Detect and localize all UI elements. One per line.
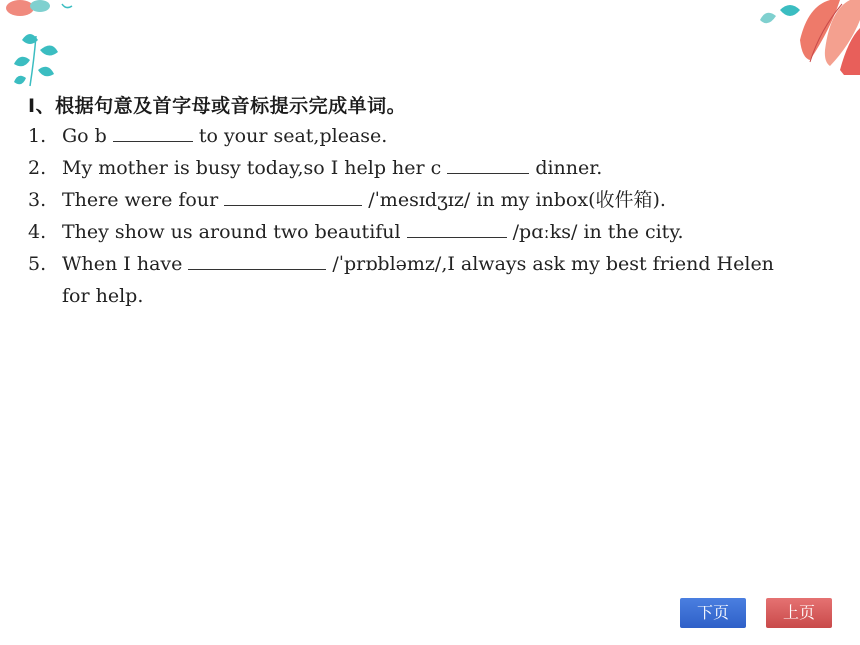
question-4 (28, 216, 838, 248)
exercise-content (28, 92, 838, 312)
question-text-line2: for help. (62, 285, 144, 307)
question-number: 3. (28, 189, 47, 211)
question-text-before: There were four (62, 189, 219, 211)
question-number: 4. (28, 221, 47, 243)
question-text-after: dinner. (535, 157, 603, 179)
question-text-after: /pɑːks/ in the city. (512, 221, 684, 243)
question-2 (28, 152, 838, 184)
question-number: 2. (28, 157, 47, 179)
answer-blank[interactable] (447, 153, 529, 174)
answer-blank[interactable] (113, 121, 193, 142)
answer-blank[interactable] (188, 249, 326, 270)
question-text-after: /ˈmesɪdʒɪz/ in my inbox(收件箱). (368, 189, 666, 211)
question-text-before: When I have (62, 253, 183, 275)
question-5 (28, 248, 838, 312)
answer-blank[interactable] (407, 217, 507, 238)
question-text-before: They show us around two beautiful (62, 221, 401, 243)
leaf-decoration-right (730, 0, 860, 75)
question-3 (28, 184, 838, 216)
question-text-after: to your seat,please. (198, 125, 388, 147)
question-text-before: My mother is busy today,so I help her c (62, 157, 442, 179)
leaf-decoration-left (0, 0, 90, 95)
question-number: 5. (28, 253, 47, 275)
section-roman-numeral: Ⅰ (28, 95, 36, 117)
question-1 (28, 120, 838, 152)
question-number: 1. (28, 125, 47, 147)
section-title (28, 92, 838, 120)
question-text-after: /ˈprɒbləmz/,I always ask my best friend Helen (332, 253, 774, 275)
previous-page-button[interactable]: 上页 (766, 598, 832, 628)
answer-blank[interactable] (224, 185, 362, 206)
section-instruction: 、根据句意及首字母或音标提示完成单词。 (35, 95, 407, 117)
question-text-before: Go b (62, 125, 107, 147)
next-page-button[interactable]: 下页 (680, 598, 746, 628)
